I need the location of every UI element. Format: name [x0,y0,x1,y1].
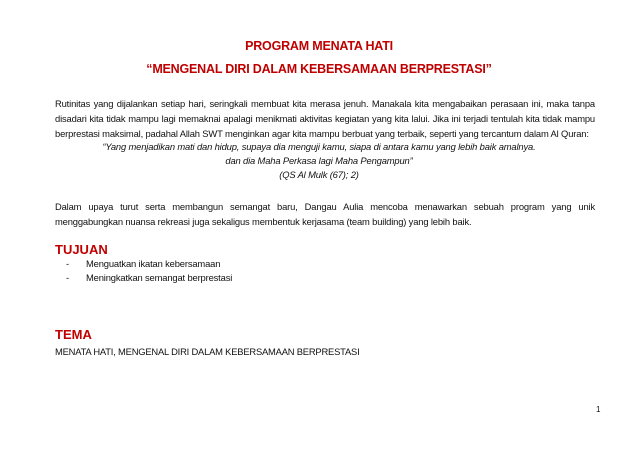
intro-paragraph: Rutinitas yang dijalankan setiap hari, seringkali membuat kita merasa jenuh. Manakala kita mengabaikan perasaan ini, maka tanpa disadari kita tidak mampu lagi memaknai apalagi menikmati aktivitas kegiatan yang kita lalui. Jika ini terjadi tentulah kita tidak mampu berprestasi maksimal, padahal Allah SWT menginkan agar kita mampu berbuat yang terbaik, seperti yang tercantum dalam Al Quran: [55,98,595,139]
document-title: PROGRAM MENATA HATI [245,39,393,53]
quran-quote-source: (QS Al Mulk (67); 2) [279,169,359,180]
list-item [66,271,232,285]
program-paragraph: Dalam upaya turut serta membangun semangat baru, Dangau Aulia mencoba menawarkan sebuah program yang unik menggabungkan nuansa rekreasi juga sekaligus membentuk kerjasama (team building) yang lebih baik. [55,201,595,227]
list-item-text: Meningkatkan semangat berprestasi [86,272,233,283]
list-item-text: Menguatkan ikatan kebersamaan [86,258,221,269]
quran-quote-line-1: “Yang menjadikan mati dan hidup, supaya dia menguji kamu, siapa di antara kamu yang lebih baik amalnya. [102,141,536,152]
tema-heading: TEMA [55,327,92,342]
document-subtitle: “MENGENAL DIRI DALAM KEBERSAMAAN BERPRESTASI” [146,62,492,76]
bullet-dash: - [66,272,69,283]
tema-text: MENATA HATI, MENGENAL DIRI DALAM KEBERSAMAAN BERPRESTASI [55,346,360,357]
tujuan-heading: TUJUAN [55,242,108,257]
page-number: 1 [596,405,601,414]
quran-quote-line-2: dan dia Maha Perkasa lagi Maha Pengampun” [225,155,413,166]
tujuan-list [66,257,232,285]
bullet-dash: - [66,258,69,269]
list-item [66,257,232,271]
